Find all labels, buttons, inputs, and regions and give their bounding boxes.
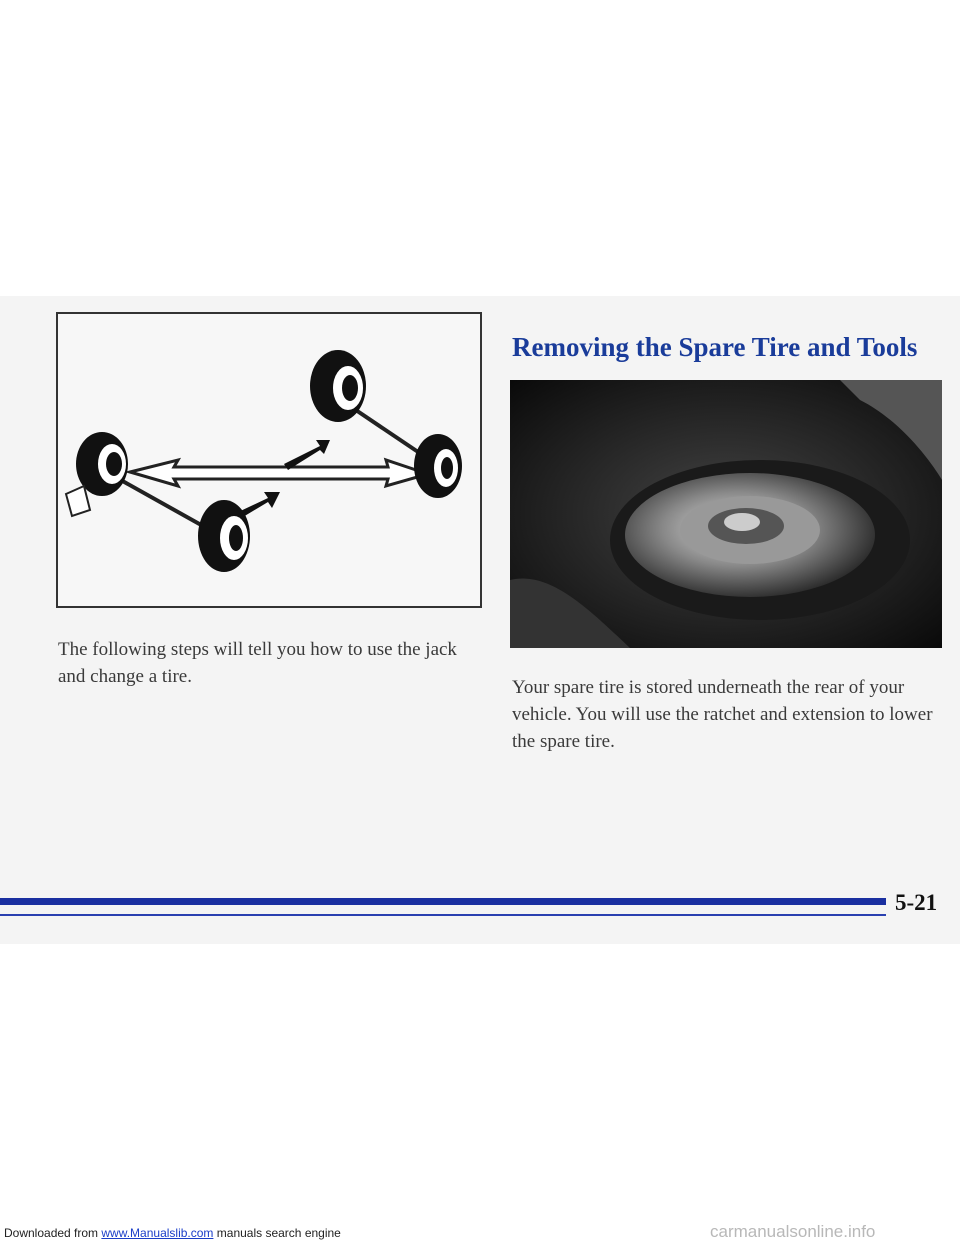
spare-tire-paragraph: Your spare tire is stored underneath the rear of your vehicle. You will use the ratchet and extension to lower the spare tire.	[512, 677, 933, 752]
watermark: carmanualsonline.info	[710, 1222, 876, 1241]
rear-left-tire-icon	[310, 350, 366, 422]
section-title: Removing the Spare Tire and Tools	[512, 332, 918, 362]
manualslib-link[interactable]: www.Manualslib.com	[101, 1226, 214, 1240]
tire-rotation-diagram	[56, 312, 482, 608]
spare-tire-photo-icon	[510, 380, 942, 648]
footer-rule-thin	[0, 914, 886, 916]
page-number: 5-21	[895, 890, 938, 915]
rear-right-tire-icon	[414, 434, 462, 498]
footer-rule-thick	[0, 898, 886, 905]
download-footer	[4, 1226, 341, 1240]
footer-prefix: Downloaded from	[4, 1226, 102, 1240]
intro-paragraph: The following steps will tell you how to use the jack and change a tire.	[58, 639, 457, 687]
footer-suffix: manuals search engine	[213, 1226, 341, 1240]
front-right-tire-icon	[198, 500, 250, 572]
tire-rotation-diagram-icon	[58, 314, 480, 606]
spare-tire-photo	[510, 380, 942, 648]
front-left-tire-icon	[66, 432, 128, 516]
